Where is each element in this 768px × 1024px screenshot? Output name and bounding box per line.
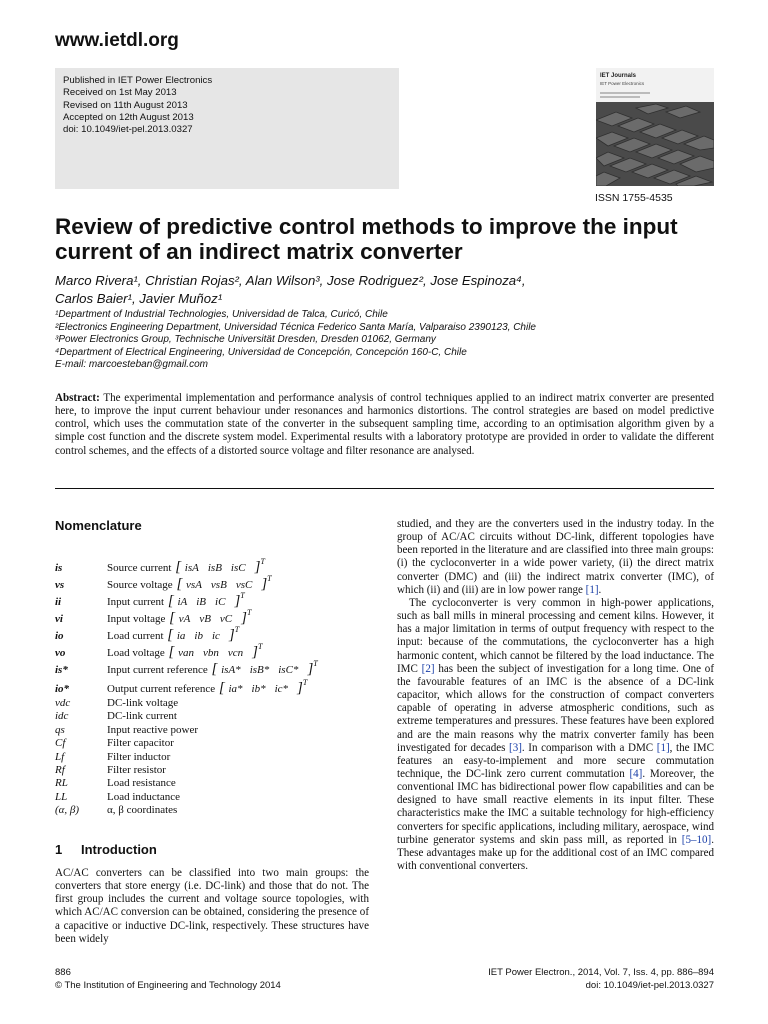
- vector-component: ic: [211, 630, 220, 642]
- text-run: . These advantages make up for the additional cost of an IMC compared with conventional converters.: [397, 833, 714, 873]
- nomenclature-symbol: (α, β): [55, 804, 80, 817]
- nomenclature-symbol: io*: [55, 683, 70, 695]
- vector-component: van: [178, 647, 194, 659]
- text-run: . Moreover, the conventional IMC has bidirectional power flow capabilities and can be designed to have small reactive elements in its input filter. These characteristics make the IMC a suitable technology for high-efficiency converters for specific applications, including military, aerospace, wind turbine generator systems and skin pass mill, as reported in: [397, 767, 714, 846]
- affiliation-2: ²Electronics Engineering Department, Universidad Técnica Federico Santa María, Valparaiso 2390123, Chile: [55, 321, 536, 333]
- nomenclature-row: [55, 724, 375, 737]
- nomenclature-row: [55, 642, 375, 659]
- published-in-line: Published in IET Power Electronics: [63, 75, 213, 86]
- vector-component: ib: [194, 630, 203, 642]
- vector-component: iC: [215, 596, 226, 608]
- received-line: Received on 1st May 2013: [63, 87, 177, 99]
- citation-link[interactable]: [3]: [509, 741, 522, 754]
- copyright-notice: © The Institution of Engineering and Technology 2014: [55, 979, 281, 991]
- page-number: 886: [55, 967, 71, 978]
- accepted-line: Accepted on 12th August 2013: [63, 111, 194, 123]
- nomenclature-definition: [107, 804, 375, 816]
- vector-component: isC: [230, 562, 246, 574]
- nomenclature-symbol: Lf: [55, 750, 65, 763]
- affiliation-3: ³Power Electronics Group, Technische Universität Dresden, Dresden 01062, Germany: [55, 334, 436, 346]
- vector-expression: [ van vbn vcn ]$^T$: [164, 642, 263, 660]
- vector-expression: [ isA isB isC ]$^T$: [171, 557, 265, 575]
- nomenclature-row: [55, 737, 375, 750]
- footer-doi[interactable]: doi: 10.1049/iet-pel.2013.0327: [585, 979, 714, 991]
- vector-component: isA*: [221, 664, 241, 676]
- paper-title: Review of predictive control methods to improve the input current of an indirect matrix converter: [55, 214, 678, 264]
- right-column-text: [397, 518, 714, 873]
- nomenclature-definition: [107, 777, 375, 789]
- nomenclature-row: [55, 557, 375, 574]
- abstract-label: Abstract:: [55, 392, 100, 404]
- nomenclature-row: [55, 659, 375, 678]
- nomenclature-definition: [107, 710, 375, 722]
- citation-link[interactable]: [1]: [585, 583, 599, 596]
- nomenclature-definition: [107, 751, 375, 763]
- nomenclature-definition: [107, 764, 375, 776]
- nomenclature-row: [55, 777, 375, 790]
- vector-expression: [ iA iB iC ]$^T$: [164, 591, 245, 609]
- nomenclature-symbol: vo: [55, 647, 66, 659]
- nomenclature-row: [55, 591, 375, 608]
- nomenclature-symbol: vs: [55, 579, 65, 591]
- paragraph-cycloconverter: [397, 597, 714, 873]
- nomenclature-label: Source voltage: [107, 579, 173, 591]
- author-line-1: Marco Rivera¹, Christian Rojas², Alan Wilson³, Jose Rodriguez², Jose Espinoza⁴,: [55, 273, 526, 288]
- footer-right: [488, 967, 714, 992]
- affiliation-list: [55, 309, 715, 372]
- nomenclature-row: [55, 697, 375, 710]
- vector-component: vsC: [235, 579, 253, 591]
- vector-component: isA: [184, 562, 199, 574]
- text-run: , the IMC features an easy-to-implement and more secure commutation technique, the DC-link zero current commutation: [397, 741, 714, 780]
- doi-line[interactable]: doi: 10.1049/iet-pel.2013.0327: [63, 124, 193, 136]
- vector-component: vA: [178, 613, 191, 625]
- affiliation-1: ¹Department of Industrial Technologies, Universidad de Talca, Curicó, Chile: [55, 309, 388, 320]
- nomenclature-symbol: idc: [55, 710, 69, 723]
- introduction-paragraph: AC/AC converters can be classified into two main groups: the converters that store energy (i.e. DC-link) and those that do not. The first group includes the current and voltage source topologies, with which AC/AC conversion can be obtained, considering the presence of a capacitive or inductive DC-link, respectively. These structures have been widely: [55, 867, 369, 945]
- nomenclature-definition: [107, 659, 375, 678]
- nomenclature-label: Load voltage: [107, 647, 165, 659]
- vector-expression: [ vsA vsB vsC ]$^T$: [172, 574, 272, 592]
- introduction-heading: [55, 842, 157, 857]
- nomenclature-row: [55, 710, 375, 723]
- nomenclature-symbol: ii: [55, 596, 62, 608]
- vector-component: vC: [219, 613, 233, 625]
- nomenclature-symbol: RL: [55, 777, 68, 790]
- text-run: The cycloconverter is very common in high-power applications, such as ball mills in mineral processing and cement kilns. However, it has a major limitation in terms of output frequency with respect to the input: because of the commutations, the cycloconverter has a high harmonic content, which cannot be filtered by the load inductance. The IMC: [397, 596, 714, 675]
- vector-component: ib*: [251, 683, 266, 695]
- nomenclature-label: Filter inductor: [107, 750, 171, 763]
- publication-info-box: [55, 68, 399, 189]
- nomenclature-label: Load current: [107, 630, 164, 642]
- nomenclature-row: [55, 678, 375, 697]
- text-run: .: [598, 583, 602, 596]
- nomenclature-label: α, β coordinates: [107, 804, 178, 817]
- nomenclature-label: DC-link current: [107, 710, 177, 723]
- nomenclature-label: Input current: [107, 596, 165, 608]
- nomenclature-row: [55, 608, 375, 625]
- text-run: . In comparison with a DMC: [521, 741, 657, 754]
- paragraph-continued: [397, 518, 714, 597]
- nomenclature-row: [55, 574, 375, 591]
- nomenclature-symbol: vdc: [55, 697, 71, 709]
- nomenclature-label: Load inductance: [107, 790, 180, 803]
- issn-label: ISSN 1755-4535: [595, 192, 673, 204]
- contact-email[interactable]: E-mail: marcoesteban@gmail.com: [55, 359, 208, 371]
- text-run: has been the subject of investigation for a long time. One of the favourable features of an IMC is the absence of a DC-link capacitor, which allows for the construction of compact converters capable of operating in adverse atmospheric conditions, such as extreme temperatures and pressures. These features have been explored and are the main reasons why the matrix converter family has been investigated for decades: [397, 662, 714, 754]
- citation-link[interactable]: [5–10]: [681, 833, 712, 846]
- nomenclature-row: [55, 804, 375, 817]
- nomenclature-symbol: io: [55, 630, 64, 642]
- nomenclature-row: [55, 751, 375, 764]
- vector-component: vB: [199, 613, 211, 625]
- author-list: [55, 272, 715, 307]
- site-url-link[interactable]: www.ietdl.org: [55, 30, 179, 51]
- journal-cover-image: [596, 68, 714, 186]
- vector-component: ic*: [274, 683, 289, 695]
- author-line-2: Carlos Baier¹, Javier Muñoz¹: [55, 290, 223, 306]
- citation-link[interactable]: [1]: [656, 741, 670, 754]
- nomenclature-definition: [107, 678, 375, 697]
- abstract-text: The experimental implementation and performance analysis of control techniques applied to an indirect matrix converter are presented here, to improve the input current behaviour under resonances and harmonics distortions. The control strategies are based on model predictive control, which uses the commutation state of the converter in the subsequent sampling time, according to an optimisation algorithm given by a simple cost function and the discrete system model. Experimental results with a laboratory prototype are provided in order to validate the different control schemes, and the effects of a distorted source voltage and filter resonance are analysed.: [55, 392, 715, 457]
- section-divider: [55, 488, 714, 489]
- vector-component: vbn: [202, 647, 219, 659]
- nomenclature-label: Filter capacitor: [107, 737, 174, 750]
- nomenclature-row: [55, 764, 375, 777]
- nomenclature-label: Load resistance: [107, 777, 176, 790]
- nomenclature-definition: [107, 791, 375, 803]
- nomenclature-label: Input voltage: [107, 613, 166, 625]
- nomenclature-label: Filter resistor: [107, 763, 166, 776]
- nomenclature-symbol: qs: [55, 723, 65, 736]
- revised-line: Revised on 11th August 2013: [63, 99, 188, 111]
- citation-link[interactable]: [2]: [421, 662, 435, 675]
- nomenclature-definition: [107, 724, 375, 736]
- abstract: [55, 392, 714, 458]
- vector-component: isB: [207, 562, 222, 574]
- nomenclature-row: [55, 625, 375, 642]
- svg-text:IET Journals: IET Journals: [600, 73, 637, 79]
- nomenclature-symbol: Cf: [55, 737, 66, 750]
- vector-component: ia: [176, 630, 186, 642]
- nomenclature-row: [55, 791, 375, 804]
- svg-text:IET Power Electronics: IET Power Electronics: [600, 81, 645, 86]
- citation-link[interactable]: [4]: [629, 767, 643, 780]
- vector-component: iA: [177, 596, 188, 608]
- vector-expression: [ ia* ib* ic* ]$^T$: [215, 678, 308, 696]
- nomenclature-label: DC-link voltage: [107, 697, 179, 709]
- nomenclature-label: Source current: [107, 562, 172, 574]
- vector-component: vsB: [210, 579, 227, 591]
- section-number: 1: [55, 842, 63, 857]
- journal-citation: IET Power Electron., 2014, Vol. 7, Iss. 4, pp. 886–894: [488, 967, 714, 978]
- vector-component: isC*: [278, 664, 299, 676]
- nomenclature-label: Output current reference: [107, 683, 216, 695]
- vector-component: ia*: [228, 683, 243, 695]
- nomenclature-definition: [107, 737, 375, 749]
- affiliation-4: ⁴Department of Electrical Engineering, Universidad de Concepción, Concepción 160-C, Chile: [55, 346, 467, 358]
- nomenclature-symbol: Rf: [55, 763, 65, 776]
- footer-left: [55, 967, 281, 992]
- text-run: studied, and they are the converters used in the industry today. In the group of AC/AC circuits without DC-link, different topologies have been reported in the literature and are classified into three main groups: (i) the cycloconverter in a wide power variety, (ii) the direct matrix converter (DMC) and (iii) the indirect matrix converter (IMC), of which (ii) and (iii) are in low power range: [397, 518, 714, 596]
- nomenclature-definition: [107, 697, 375, 709]
- vector-component: iB: [196, 596, 207, 608]
- nomenclature-symbol: is*: [55, 664, 68, 676]
- vector-expression: [ ia ib ic ]$^T$: [163, 625, 240, 643]
- vector-component: vsA: [186, 579, 202, 591]
- nomenclature-symbol: LL: [55, 790, 68, 803]
- section-title: Introduction: [81, 842, 157, 857]
- nomenclature-heading: Nomenclature: [55, 518, 142, 533]
- nomenclature-symbol: is: [55, 562, 63, 574]
- vector-component: isB*: [249, 664, 270, 676]
- nomenclature-label: Input reactive power: [107, 723, 199, 736]
- vector-expression: [ vA vB vC ]$^T$: [165, 608, 252, 626]
- vector-component: vcn: [227, 647, 244, 659]
- nomenclature-symbol: vi: [55, 613, 63, 625]
- vector-expression: [ isA* isB* isC* ]$^T$: [207, 659, 318, 677]
- nomenclature-list: [55, 557, 375, 818]
- nomenclature-label: Input current reference: [107, 664, 208, 676]
